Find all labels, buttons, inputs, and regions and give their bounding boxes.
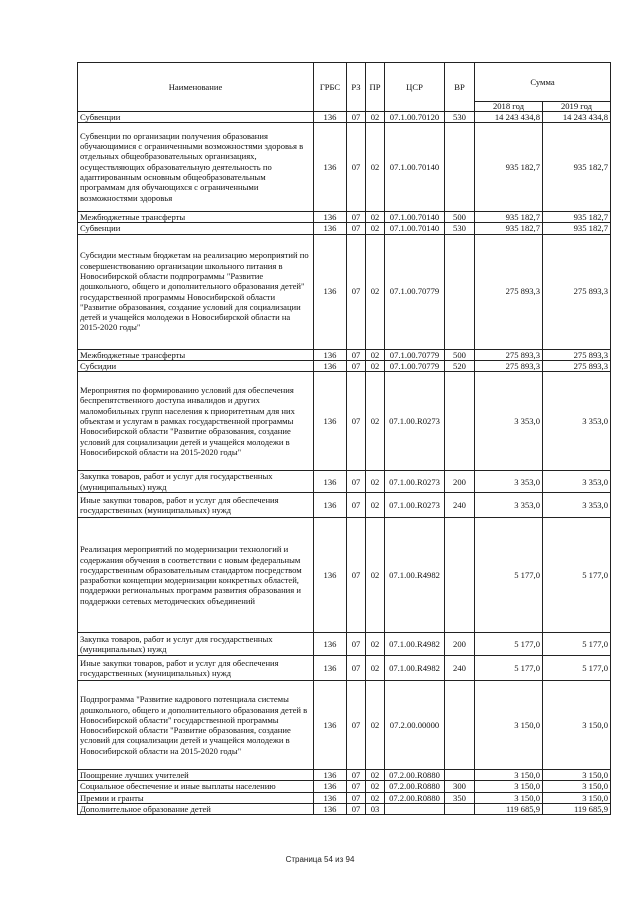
cell-name: Реализация мероприятий по модернизации технологий и содержания обучения в соответствии с новым федеральным государственным образовательным стандартом посредством разработки концепции модернизации конкретных областей, поддержки региональных программ развития образования и поддержки сетевых методических объединений [78,518,314,633]
table-row [78,493,611,518]
cell-rz: 07 [347,372,366,471]
cell-pr: 02 [366,633,385,656]
cell-pr: 02 [366,372,385,471]
cell-csr: 07.2.00.R0880 [385,770,445,781]
cell-rz: 07 [347,681,366,770]
cell-sum-2018: 3 150,0 [475,681,543,770]
col-csr-header: ЦСР [385,63,445,112]
cell-sum-2019: 3 150,0 [543,681,611,770]
cell-grbs: 136 [314,360,347,371]
cell-pr: 02 [366,111,385,122]
cell-csr: 07.1.00.70779 [385,360,445,371]
cell-rz: 07 [347,111,366,122]
table-row [78,372,611,471]
cell-pr: 02 [366,656,385,681]
cell-pr: 03 [366,804,385,815]
cell-sum-2018: 275 893,3 [475,349,543,360]
cell-csr [385,804,445,815]
cell-pr: 02 [366,781,385,792]
cell-vr [445,681,475,770]
cell-pr: 02 [366,360,385,371]
table-row [78,792,611,803]
cell-csr: 07.1.00.R4982 [385,518,445,633]
cell-grbs: 136 [314,633,347,656]
cell-pr: 02 [366,122,385,211]
cell-name: Субсидии местным бюджетам на реализацию мероприятий по совершенствованию организации школьного питания в Новосибирской области подпрограммы "Развитие дошкольного, общего и дополнительного образования детей" государственной программы Новосибирской области "Развитие образования, создание условий для социализации детей и учащейся молодежи в Новосибирской области на 2015-2020 годы" [78,234,314,349]
cell-sum-2018: 275 893,3 [475,360,543,371]
cell-rz: 07 [347,804,366,815]
cell-vr [445,804,475,815]
cell-pr: 02 [366,792,385,803]
cell-grbs: 136 [314,681,347,770]
cell-vr: 530 [445,223,475,234]
table-row [78,360,611,371]
col-grbs-header: ГРБС [314,63,347,112]
cell-pr: 02 [366,471,385,493]
cell-name: Социальное обеспечение и иные выплаты населению [78,781,314,792]
cell-vr: 300 [445,781,475,792]
cell-csr: 07.1.00.70140 [385,223,445,234]
cell-vr [445,234,475,349]
cell-name: Поощрение лучших учителей [78,770,314,781]
cell-name: Субсидии [78,360,314,371]
cell-sum-2019: 5 177,0 [543,656,611,681]
cell-rz: 07 [347,633,366,656]
cell-csr: 07.2.00.R0880 [385,792,445,803]
cell-name: Иные закупки товаров, работ и услуг для обеспечения государственных (муниципальных) нужд [78,493,314,518]
cell-grbs: 136 [314,792,347,803]
cell-sum-2018: 275 893,3 [475,234,543,349]
cell-grbs: 136 [314,518,347,633]
cell-sum-2019: 3 353,0 [543,471,611,493]
cell-csr: 07.1.00.R4982 [385,633,445,656]
cell-rz: 07 [347,656,366,681]
cell-rz: 07 [347,349,366,360]
cell-sum-2018: 5 177,0 [475,656,543,681]
cell-pr: 02 [366,223,385,234]
cell-sum-2019: 3 150,0 [543,792,611,803]
cell-sum-2018: 3 150,0 [475,781,543,792]
cell-rz: 07 [347,781,366,792]
cell-grbs: 136 [314,372,347,471]
cell-sum-2018: 14 243 434,8 [475,111,543,122]
cell-rz: 07 [347,360,366,371]
page-number: Страница 54 из 94 [285,855,355,864]
cell-pr: 02 [366,349,385,360]
table-row [78,633,611,656]
cell-rz: 07 [347,234,366,349]
cell-sum-2018: 935 182,7 [475,223,543,234]
cell-grbs: 136 [314,781,347,792]
cell-rz: 07 [347,211,366,222]
cell-sum-2018: 3 150,0 [475,792,543,803]
table-row [78,111,611,122]
col-vr-header: ВР [445,63,475,112]
cell-csr: 07.1.00.70779 [385,234,445,349]
cell-sum-2019: 935 182,7 [543,211,611,222]
table-row [78,518,611,633]
cell-pr: 02 [366,518,385,633]
cell-vr: 530 [445,111,475,122]
cell-grbs: 136 [314,770,347,781]
cell-name: Субвенции [78,111,314,122]
cell-sum-2018: 5 177,0 [475,518,543,633]
cell-pr: 02 [366,234,385,349]
cell-sum-2018: 3 353,0 [475,372,543,471]
cell-sum-2018: 3 150,0 [475,770,543,781]
cell-vr [445,518,475,633]
cell-name: Мероприятия по формированию условий для обеспечения беспрепятственного доступа инвалидов и других маломобильных групп населения к приоритетным для них объектам и услугам в рамках государственной программы Новосибирской области "Развитие образования, создание условий для социализации детей и учащейся молодежи в Новосибирской области на 2015-2020 годы" [78,372,314,471]
col-year-2018-header: 2018 год [475,102,543,112]
cell-csr: 07.2.00.00000 [385,681,445,770]
cell-vr [445,770,475,781]
cell-rz: 07 [347,770,366,781]
cell-vr [445,372,475,471]
cell-name: Субвенции по организации получения образования обучающимися с ограниченными возможностями здоровья в отдельных общеобразовательных организациях, осуществляющих образовательную деятельность по адаптированным основным общеобразовательным программам для обучающихся с ограниченными возможностями здоровья [78,122,314,211]
col-pr-header: ПР [366,63,385,112]
cell-sum-2018: 119 685,9 [475,804,543,815]
cell-name: Закупка товаров, работ и услуг для государственных (муниципальных) нужд [78,471,314,493]
table-row [78,234,611,349]
cell-csr: 07.1.00.R0273 [385,372,445,471]
table-row [78,804,611,815]
cell-vr [445,122,475,211]
cell-rz: 07 [347,471,366,493]
table-row [78,656,611,681]
table-row [78,122,611,211]
cell-sum-2019: 275 893,3 [543,349,611,360]
cell-rz: 07 [347,223,366,234]
cell-grbs: 136 [314,223,347,234]
cell-sum-2019: 3 150,0 [543,781,611,792]
cell-csr: 07.1.00.70779 [385,349,445,360]
cell-sum-2018: 3 353,0 [475,471,543,493]
cell-vr: 240 [445,493,475,518]
cell-csr: 07.1.00.70120 [385,111,445,122]
cell-grbs: 136 [314,804,347,815]
cell-vr: 200 [445,633,475,656]
cell-rz: 07 [347,122,366,211]
cell-csr: 07.1.00.70140 [385,211,445,222]
cell-name: Межбюджетные трансферты [78,211,314,222]
cell-sum-2018: 935 182,7 [475,211,543,222]
cell-grbs: 136 [314,656,347,681]
table-row [78,349,611,360]
cell-csr: 07.2.00.R0880 [385,781,445,792]
cell-name: Закупка товаров, работ и услуг для государственных (муниципальных) нужд [78,633,314,656]
table-row [78,223,611,234]
cell-csr: 07.1.00.R4982 [385,656,445,681]
cell-vr: 500 [445,349,475,360]
table-row [78,781,611,792]
cell-csr: 07.1.00.70140 [385,122,445,211]
cell-sum-2019: 275 893,3 [543,234,611,349]
cell-sum-2019: 935 182,7 [543,122,611,211]
cell-pr: 02 [366,770,385,781]
cell-rz: 07 [347,518,366,633]
cell-sum-2019: 3 353,0 [543,372,611,471]
cell-grbs: 136 [314,234,347,349]
cell-vr: 520 [445,360,475,371]
cell-vr: 350 [445,792,475,803]
cell-sum-2019: 5 177,0 [543,518,611,633]
cell-sum-2019: 5 177,0 [543,633,611,656]
cell-sum-2019: 119 685,9 [543,804,611,815]
cell-pr: 02 [366,211,385,222]
cell-rz: 07 [347,493,366,518]
table-header [78,63,611,112]
table-row [78,211,611,222]
budget-table [77,62,611,815]
cell-name: Дополнительное образование детей [78,804,314,815]
cell-pr: 02 [366,681,385,770]
table-row [78,681,611,770]
cell-name: Премии и гранты [78,792,314,803]
cell-grbs: 136 [314,493,347,518]
col-name-header: Наименование [78,63,314,112]
cell-grbs: 136 [314,122,347,211]
cell-grbs: 136 [314,111,347,122]
cell-name: Субвенции [78,223,314,234]
table-row [78,770,611,781]
cell-sum-2018: 5 177,0 [475,633,543,656]
cell-vr: 200 [445,471,475,493]
cell-grbs: 136 [314,211,347,222]
cell-name: Межбюджетные трансферты [78,349,314,360]
cell-pr: 02 [366,493,385,518]
cell-sum-2019: 14 243 434,8 [543,111,611,122]
cell-name: Иные закупки товаров, работ и услуг для обеспечения государственных (муниципальных) нужд [78,656,314,681]
table-row [78,471,611,493]
cell-sum-2018: 3 353,0 [475,493,543,518]
cell-sum-2019: 3 150,0 [543,770,611,781]
cell-name: Подпрограмма "Развитие кадрового потенциала системы дошкольного, общего и дополнительного образования детей в Новосибирской области" государственной программы Новосибирской области "Развитие образования, создание условий для социализации детей и учащейся молодежи в Новосибирской области на 2015-2020 годы" [78,681,314,770]
cell-csr: 07.1.00.R0273 [385,471,445,493]
col-year-2019-header: 2019 год [543,102,611,112]
cell-rz: 07 [347,792,366,803]
cell-sum-2019: 3 353,0 [543,493,611,518]
col-rz-header: РЗ [347,63,366,112]
cell-vr: 240 [445,656,475,681]
cell-grbs: 136 [314,349,347,360]
table-body [78,111,611,815]
cell-sum-2019: 275 893,3 [543,360,611,371]
cell-csr: 07.1.00.R0273 [385,493,445,518]
cell-sum-2019: 935 182,7 [543,223,611,234]
cell-grbs: 136 [314,471,347,493]
cell-sum-2018: 935 182,7 [475,122,543,211]
cell-vr: 500 [445,211,475,222]
col-sum-header: Сумма [475,63,611,102]
